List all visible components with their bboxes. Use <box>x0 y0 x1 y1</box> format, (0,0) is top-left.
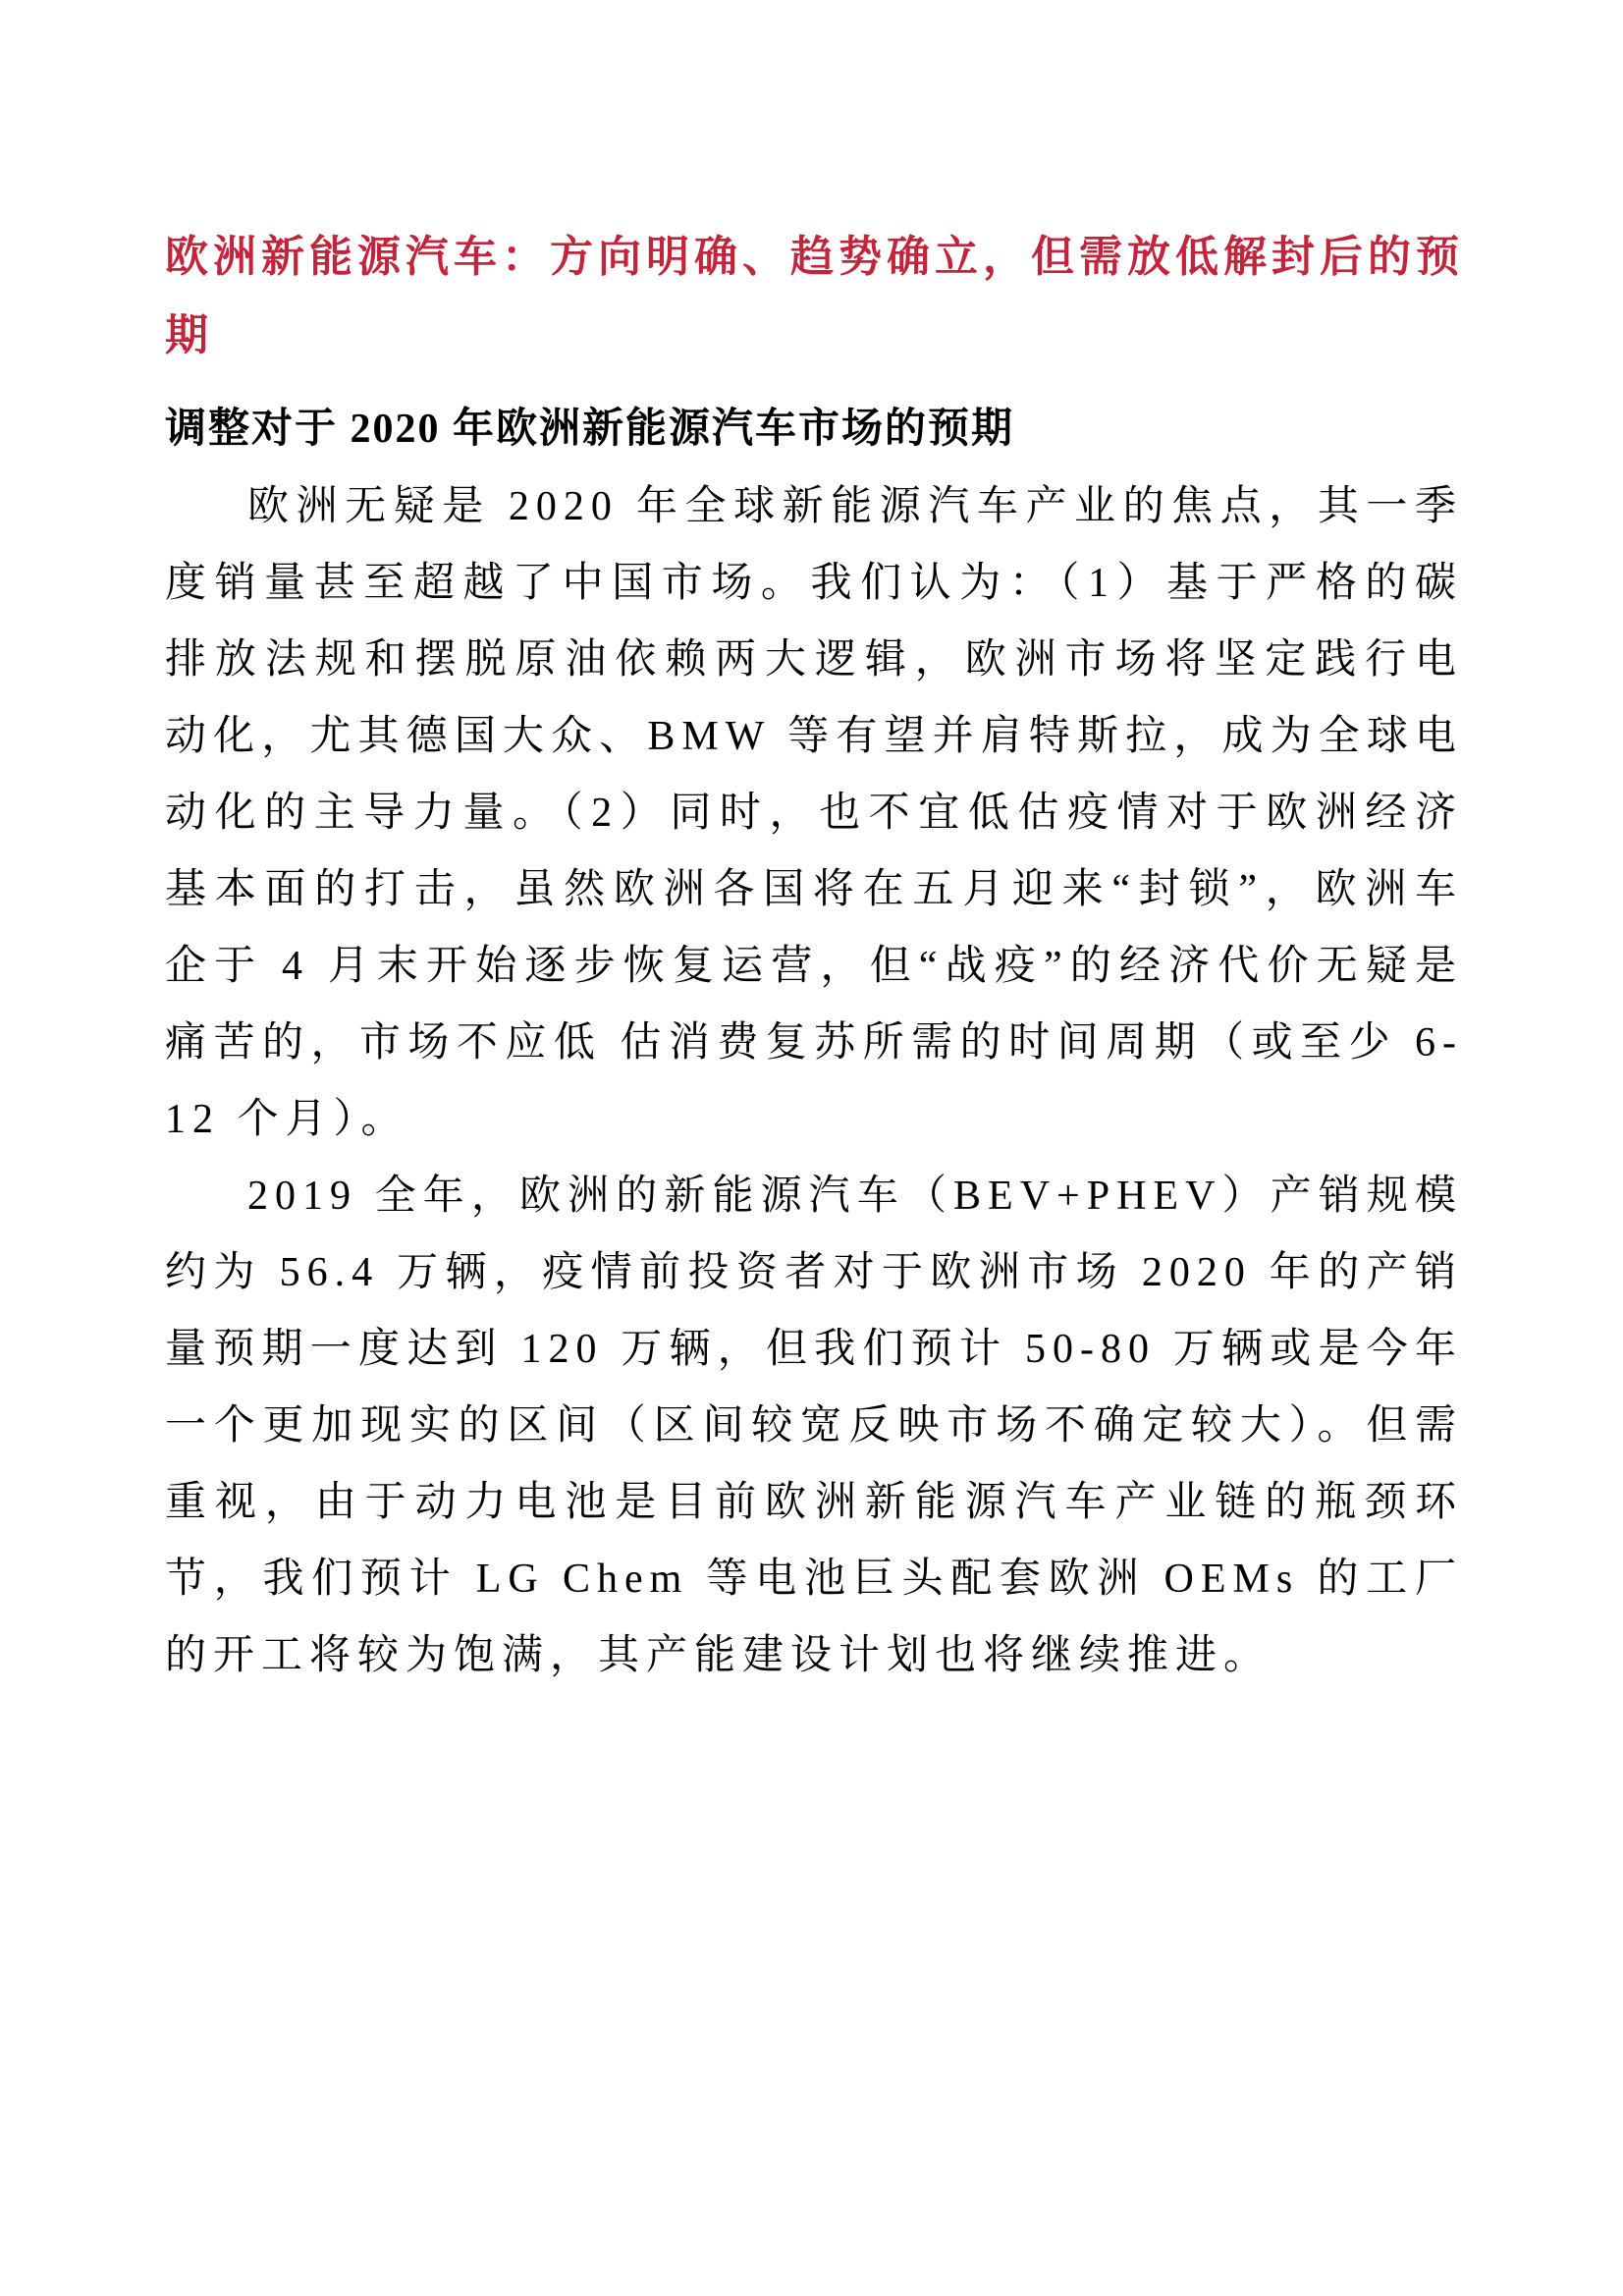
document-content <box>165 218 1463 1694</box>
report-heading: 欧洲新能源汽车：方向明确、趋势确立，但需放低解封后的预期 <box>165 233 1463 359</box>
section-subheading: 调整对于 2020 年欧洲新能源汽车市场的预期 <box>165 407 1015 452</box>
body-paragraph-1: 欧洲无疑是 2020 年全球新能源汽车产业的焦点，其一季度销量甚至超越了中国市场。我们认为：（1）基于严格的碳排放法规和摆脱原油依赖两大逻辑，欧洲市场将坚定践行电动化，尤其德国大众、BMW 等有望并肩特斯拉，成为全球电动化的主导力量。（2）同时，也不宜低估疫情对于欧洲经济基本面的打击，虽然欧洲各国将在五月迎来“封锁”，欧洲车企于 4 月末开始逐步恢复运营，但“战疫”的经济代价无疑是痛苦的，市场不应低 估消费复苏所需的时间周期（或至少 6-12 个月）。 <box>165 484 1463 1142</box>
body-paragraph-2: 2019 全年，欧洲的新能源汽车（BEV+PHEV）产销规模约为 56.4 万辆，疫情前投资者对于欧洲市场 2020 年的产销量预期一度达到 120 万辆，但我们预计 50-80 万辆或是今年一个更加现实的区间（区间较宽反映市场不确定较大）。但需重视，由于动力电池是目前欧洲新能源汽车产业链的瓶颈环节，我们预计 LG Chem 等电池巨头配套欧洲 OEMs 的工厂的开工将较为饱满，其产能建设计划也将继续推进。 <box>165 1174 1463 1678</box>
